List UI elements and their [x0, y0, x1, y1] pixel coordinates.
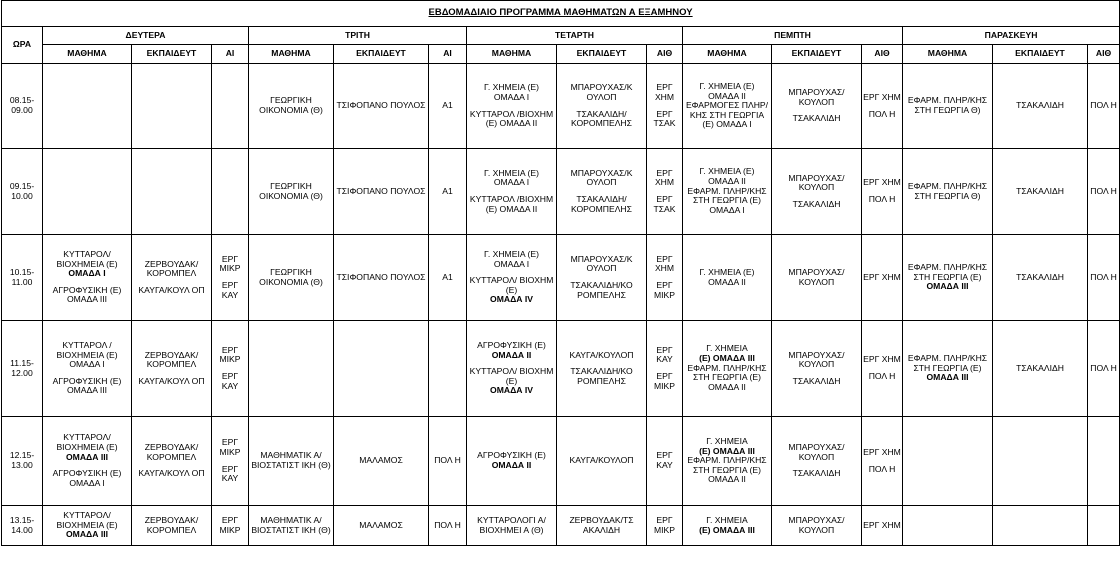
instructor-cell: ΜΑΛΑΜΟΣ [334, 506, 429, 546]
timetable [1, 0, 1120, 546]
instructor-cell: ΜΠΑΡΟΥΧΑΣ/ ΚΟΥΛΟΠ [772, 506, 862, 546]
group-label: ΟΜΑΔΑ ΙΙ [491, 460, 532, 470]
room-cell [212, 235, 249, 321]
course-cell [43, 506, 132, 546]
course-line: ΑΓΡΟΦΥΣΙΚΗ (Ε) ΟΜΑΔΑ Ι [52, 468, 122, 488]
course-line: ΚΥΤΤΑΡΟΛ/ ΒΙΟΧΗΜΕΙΑ (Ε) [56, 432, 118, 453]
empty-cell [993, 417, 1088, 506]
empty-cell [334, 321, 429, 417]
group-label: ΟΜΑΔΑ ΙΙΙ [926, 372, 969, 383]
course-cell [467, 235, 557, 321]
day-header-monday: ΔΕΥΤΕΡΑ [43, 27, 249, 45]
instructor-line: ΤΣΑΚΑΛΙΔΗ/ΚΟ ΡΟΜΠΕΛΗΣ [570, 366, 633, 386]
course-cell [683, 64, 772, 149]
empty-cell [212, 64, 249, 149]
room-cell [647, 149, 683, 235]
course-line: ΚΥΤΤΑΡΟΛ/ ΒΙΟΧΗΜ (Ε) [469, 366, 554, 386]
room-line: ΕΡΓ ΜΙΚΡ [219, 344, 241, 365]
room-line: ΠΟΛ Η [868, 194, 896, 204]
instructor-line: ΤΣΑΚΑΛΙΔΗ [792, 198, 841, 209]
instructor-line: ΤΣΑΚΑΛΙΔΗ/ΚΟ ΡΟΜΠΕΛΗΣ [570, 280, 633, 300]
table-row [2, 64, 1120, 149]
day-header-wednesday: ΤΕΤΑΡΤΗ [467, 27, 683, 45]
room-line: ΠΟΛ Η [868, 371, 896, 381]
course-cell [467, 64, 557, 149]
instructor-cell: ΖΕΡΒΟΥΔΑΚ/ ΚΟΡΟΜΠΕΛ [132, 506, 212, 546]
course-line: Γ. ΧΗΜΕΙΑ [706, 343, 748, 354]
room-line: ΕΡΓ ΜΙΚΡ [219, 437, 241, 457]
course-cell [683, 321, 772, 417]
room-cell [862, 64, 903, 149]
instructor-line: ΜΠΑΡΟΥΧΑΣ/ ΚΟΥΛΟΠ [788, 349, 845, 370]
hour-header: ΩΡΑ [2, 27, 43, 64]
room-cell: ΕΡΓ ΧΗΜ [862, 235, 903, 321]
course-line: Γ. ΧΗΜΕΙΑ (Ε) ΟΜΑΔΑ ΙΙ [699, 80, 755, 101]
course-line: ΕΦΑΡΜ. ΠΛΗΡ/ΚΗΣ ΣΤΗ ΓΕΩΡΓΙΑ (Ε) [907, 353, 988, 373]
group-label: (Ε) ΟΜΑΔΑ ΙΙΙ [699, 353, 755, 364]
room-cell [647, 235, 683, 321]
course-line: ΑΓΡΟΦΥΣΙΚΗ (Ε) [477, 339, 546, 350]
course-cell: ΓΕΩΡΓΙΚΗ ΟΙΚΟΝΟΜΙΑ (Θ) [249, 235, 334, 321]
course-line: Γ. ΧΗΜΕΙΑ [706, 514, 748, 525]
instructor-line: ΖΕΡΒΟΥΔΑΚ/ ΚΟΡΟΜΠΕΛ [144, 442, 199, 462]
instructor-cell [772, 321, 862, 417]
instructor-cell: ΤΣΑΚΑΛΙΔΗ [993, 149, 1088, 235]
hour-cell: 13.15-14.00 [2, 506, 43, 546]
empty-cell [43, 149, 132, 235]
course-cell: ΜΑΘΗΜΑΤΙΚ Α/ΒΙΟΣΤΑΤΙΣΤ ΙΚΗ (Θ) [249, 506, 334, 546]
course-line: Γ. ΧΗΜΕΙΑ (Ε) ΟΜΑΔΑ Ι [484, 167, 539, 188]
subheader-instructor: ΕΚΠΑΙΔΕΥΤ [334, 45, 429, 64]
course-line: Γ. ΧΗΜΕΙΑ (Ε) ΟΜΑΔΑ Ι [484, 248, 539, 269]
room-cell [647, 64, 683, 149]
course-cell [683, 417, 772, 506]
table-row [2, 417, 1120, 506]
course-cell: ΚΥΤΤΑΡΟΛΟΓΙ Α/ΒΙΟΧΗΜΕΙ Α (Θ) [467, 506, 557, 546]
course-line: ΕΦΑΡΜ. ΠΛΗΡ/ΚΗΣ ΣΤΗ ΓΕΩΡΓΙΑ (Ε) ΟΜΑΔΑ ΙΙ [687, 362, 767, 392]
subheader-row [2, 45, 1120, 64]
instructor-cell [557, 321, 647, 417]
instructor-cell: ΤΣΑΚΑΛΙΔΗ [993, 64, 1088, 149]
instructor-cell [132, 321, 212, 417]
room-line: ΕΡΓ ΤΣΑΚ [653, 108, 676, 129]
subheader-course: ΜΑΘΗΜΑ [903, 45, 993, 64]
course-line: ΕΦΑΡΜΟΓΕΣ ΠΛΗΡ/ΚΗΣ ΣΤΗ ΓΕΩΡΓΙΑ (Ε) ΟΜΑΔΑ Ι [685, 100, 769, 130]
course-line: Γ. ΧΗΜΕΙΑ (Ε) ΟΜΑΔΑ ΙΙ [699, 166, 755, 187]
room-cell: Α1 [429, 149, 467, 235]
empty-cell [993, 506, 1088, 546]
empty-cell [212, 149, 249, 235]
subheader-room: ΑΙ [429, 45, 467, 64]
group-label: ΟΜΑΔΑ ΙΙΙ [926, 281, 969, 292]
course-cell [903, 235, 993, 321]
subheader-instructor: ΕΚΠΑΙΔΕΥΤ [557, 45, 647, 64]
instructor-cell: ΤΣΙΦΟΠΑΝΟ ΠΟΥΛΟΣ [334, 64, 429, 149]
room-cell [862, 321, 903, 417]
subheader-instructor: ΕΚΠΑΙΔΕΥΤ [772, 45, 862, 64]
subheader-course: ΜΑΘΗΜΑ [467, 45, 557, 64]
instructor-line: ΤΣΑΚΑΛΙΔΗ [792, 375, 841, 386]
course-line: ΚΥΤΤΑΡΟΛ/ ΒΙΟΧΗΜ (Ε) [469, 275, 554, 295]
room-line: ΕΡΓ ΜΙΚΡ [653, 371, 675, 391]
subheader-room: ΑΙΘ [1088, 45, 1120, 64]
instructor-cell [132, 235, 212, 321]
instructor-cell [132, 417, 212, 506]
course-cell [467, 149, 557, 235]
group-label: ΟΜΑΔΑ ΙΙ [491, 349, 532, 360]
instructor-cell [557, 235, 647, 321]
course-cell: Γ. ΧΗΜΕΙΑ (Ε) ΟΜΑΔΑ ΙΙ [683, 235, 772, 321]
course-line: ΕΦΑΡΜ. ΠΛΗΡ/ΚΗΣ ΣΤΗ ΓΕΩΡΓΙΑ (Ε) ΟΜΑΔΑ Ι [687, 185, 767, 215]
course-line: ΑΓΡΟΦΥΣΙΚΗ (Ε) ΟΜΑΔΑ ΙΙΙ [52, 284, 122, 305]
group-label: (Ε) ΟΜΑΔΑ ΙΙΙ [699, 445, 755, 456]
room-line: ΕΡΓ ΧΗΜ [863, 177, 901, 188]
table-row [2, 149, 1120, 235]
room-line: ΕΡΓ ΚΑΥ [656, 344, 673, 365]
instructor-cell [772, 417, 862, 506]
instructor-line: ΚΑΥΓΑ/ΚΟΥΛ ΟΠ [138, 468, 205, 479]
instructor-cell [557, 64, 647, 149]
instructor-line: ΤΣΑΚΑΛΙΔΗ/ ΚΟΡΟΜΠΕΛΗΣ [571, 108, 632, 129]
hour-cell: 09.15-10.00 [2, 149, 43, 235]
room-cell [647, 321, 683, 417]
course-cell [683, 506, 772, 546]
title-row [2, 1, 1120, 27]
empty-cell [1088, 506, 1120, 546]
course-cell: ΜΑΘΗΜΑΤΙΚ Α/ΒΙΟΣΤΑΤΙΣΤ ΙΚΗ (Θ) [249, 417, 334, 506]
subheader-course: ΜΑΘΗΜΑ [249, 45, 334, 64]
room-line: ΠΟΛ Η [868, 108, 896, 119]
room-cell: ΠΟΛ Η [1088, 235, 1120, 321]
group-label: ΟΜΑΔΑ ΙΙΙ [66, 451, 108, 462]
course-cell: ΕΦΑΡΜ. ΠΛΗΡ/ΚΗΣ ΣΤΗ ΓΕΩΡΓΙΑ Θ) [903, 149, 993, 235]
empty-cell [132, 64, 212, 149]
room-line: ΕΡΓ ΧΗΜ [654, 253, 675, 274]
course-line: ΑΓΡΟΦΥΣΙΚΗ (Ε) [477, 450, 546, 461]
empty-cell [43, 64, 132, 149]
room-line: ΕΡΓ ΚΑΥ [221, 371, 239, 391]
subheader-instructor: ΕΚΠΑΙΔΕΥΤ [132, 45, 212, 64]
empty-cell [132, 149, 212, 235]
empty-cell [249, 321, 334, 417]
instructor-line: ΜΠΑΡΟΥΧΑΣ/ ΚΟΥΛΟΠ [788, 442, 845, 462]
room-line: ΕΡΓ ΜΙΚΡ [653, 280, 675, 300]
instructor-cell [772, 64, 862, 149]
room-cell [212, 417, 249, 506]
room-cell: ΠΟΛ Η [1088, 149, 1120, 235]
instructor-cell: ΤΣΑΚΑΛΙΔΗ [993, 235, 1088, 321]
course-line: Γ. ΧΗΜΕΙΑ (Ε) ΟΜΑΔΑ Ι [484, 82, 539, 102]
instructor-line: ΖΕΡΒΟΥΔΑΚ/ ΚΟΡΟΜΠΕΛ [144, 258, 199, 279]
table-row [2, 321, 1120, 417]
instructor-line: ΤΣΑΚΑΛΙΔΗ [792, 468, 841, 479]
instructor-cell [772, 149, 862, 235]
course-line: ΚΥΤΤΑΡΟΛ/ ΒΙΟΧΗΜΕΙΑ (Ε) [56, 510, 118, 530]
day-header-thursday: ΠΕΜΠΤΗ [683, 27, 903, 45]
table-row [2, 235, 1120, 321]
room-line: ΕΡΓ ΚΑΥ [221, 463, 239, 484]
subheader-course: ΜΑΘΗΜΑ [43, 45, 132, 64]
room-line: ΕΡΓ ΧΗΜ [654, 82, 675, 102]
room-cell: ΠΟΛ Η [429, 417, 467, 506]
instructor-cell: ΜΑΛΑΜΟΣ [334, 417, 429, 506]
course-cell [43, 417, 132, 506]
room-cell: ΕΡΓ ΜΙΚΡ [212, 506, 249, 546]
room-cell: ΕΡΓ ΚΑΥ [647, 417, 683, 506]
course-cell: ΕΦΑΡΜ. ΠΛΗΡ/ΚΗΣ ΣΤΗ ΓΕΩΡΓΙΑ Θ) [903, 64, 993, 149]
group-label: (Ε) ΟΜΑΔΑ ΙΙΙ [699, 524, 755, 535]
room-cell: ΠΟΛ Η [1088, 64, 1120, 149]
instructor-line: ΤΣΑΚΑΛΙΔΗ/ ΚΟΡΟΜΠΕΛΗΣ [571, 194, 632, 214]
instructor-line: ΖΕΡΒΟΥΔΑΚ/ ΚΟΡΟΜΠΕΛ [144, 349, 199, 370]
room-cell: ΕΡΓ ΜΙΚΡ [647, 506, 683, 546]
room-cell [862, 417, 903, 506]
group-label: ΟΜΑΔΑ ΙV [490, 385, 533, 396]
instructor-line: ΜΠΑΡΟΥΧΑΣ/Κ ΟΥΛΟΠ [570, 253, 633, 274]
room-cell: ΕΡΓ ΧΗΜ [862, 506, 903, 546]
empty-cell [903, 506, 993, 546]
empty-cell [903, 417, 993, 506]
course-line: ΕΦΑΡΜ. ΠΛΗΡ/ΚΗΣ ΣΤΗ ΓΕΩΡΓΙΑ (Ε) ΟΜΑΔΑ ΙΙ [687, 455, 767, 485]
hour-cell: 08.15-09.00 [2, 64, 43, 149]
days-row [2, 27, 1120, 45]
instructor-cell: ΤΣΑΚΑΛΙΔΗ [993, 321, 1088, 417]
course-cell: ΓΕΩΡΓΙΚΗ ΟΙΚΟΝΟΜΙΑ (Θ) [249, 64, 334, 149]
group-label: ΟΜΑΔΑ Ι [68, 268, 106, 279]
instructor-line: ΚΑΥΓΑ/ΚΟΥΛΟΠ [569, 349, 634, 360]
group-label: ΟΜΑΔΑ ΙV [490, 294, 533, 305]
hour-cell: 12.15-13.00 [2, 417, 43, 506]
room-line: ΕΡΓ ΧΗΜ [654, 167, 675, 188]
page-title: ΕΒΔΟΜΑΔΙΑΙΟ ΠΡΟΓΡΑΜΜΑ ΜΑΘΗΜΑΤΩΝ Α ΕΞΑΜΗΝΟΥ [2, 1, 1120, 27]
course-line: ΑΓΡΟΦΥΣΙΚΗ (Ε) ΟΜΑΔΑ ΙΙΙ [52, 375, 122, 396]
hour-cell: 11.15-12.00 [2, 321, 43, 417]
subheader-room: ΑΙΘ [862, 45, 903, 64]
course-cell [683, 149, 772, 235]
instructor-line: ΚΑΥΓΑ/ΚΟΥΛ ΟΠ [138, 375, 205, 386]
instructor-cell: ΤΣΙΦΟΠΑΝΟ ΠΟΥΛΟΣ [334, 149, 429, 235]
room-line: ΕΡΓ ΚΑΥ [221, 280, 239, 300]
subheader-course: ΜΑΘΗΜΑ [683, 45, 772, 64]
empty-cell [1088, 417, 1120, 506]
room-line: ΕΡΓ ΧΗΜ [863, 91, 901, 102]
instructor-line: ΚΑΥΓΑ/ΚΟΥΛ ΟΠ [138, 284, 205, 295]
course-line: ΚΥΤΤΑΡΟΛ /ΒΙΟΧΗΜ (Ε) ΟΜΑΔΑ ΙΙ [469, 194, 554, 214]
day-header-tuesday: ΤΡΙΤΗ [249, 27, 467, 45]
course-cell: ΓΕΩΡΓΙΚΗ ΟΙΚΟΝΟΜΙΑ (Θ) [249, 149, 334, 235]
instructor-line: ΜΠΑΡΟΥΧΑΣ/ ΚΟΥΛΟΠ [788, 87, 845, 107]
course-line: Γ. ΧΗΜΕΙΑ [706, 435, 748, 446]
instructor-cell [557, 149, 647, 235]
room-line: ΠΟΛ Η [868, 463, 896, 474]
group-label: ΟΜΑΔΑ ΙΙΙ [66, 529, 108, 540]
instructor-cell: ΚΑΥΓΑ/ΚΟΥΛΟΠ [557, 417, 647, 506]
course-cell [43, 321, 132, 417]
instructor-cell: ΖΕΡΒΟΥΔΑΚ/ΤΣ ΑΚΑΛΙΔΗ [557, 506, 647, 546]
instructor-line: ΜΠΑΡΟΥΧΑΣ/Κ ΟΥΛΟΠ [570, 82, 633, 102]
empty-cell [429, 321, 467, 417]
course-line: ΚΥΤΤΑΡΟΛ/ ΒΙΟΧΗΜΕΙΑ (Ε) [56, 248, 118, 269]
course-line: ΚΥΤΤΑΡΟΛ /ΒΙΟΧΗΜΕΙΑ (Ε) ΟΜΑΔΑ Ι [56, 339, 118, 370]
room-line: ΕΡΓ ΧΗΜ [863, 446, 901, 457]
course-line: ΚΥΤΤΑΡΟΛ /ΒΙΟΧΗΜ (Ε) ΟΜΑΔΑ ΙΙ [469, 108, 554, 129]
room-line: ΕΡΓ ΜΙΚΡ [219, 253, 241, 274]
room-cell: Α1 [429, 64, 467, 149]
room-line: ΕΡΓ ΤΣΑΚ [653, 194, 676, 214]
instructor-line: ΜΠΑΡΟΥΧΑΣ/ ΚΟΥΛΟΠ [788, 172, 845, 193]
course-line: ΕΦΑΡΜ. ΠΛΗΡ/ΚΗΣ ΣΤΗ ΓΕΩΡΓΙΑ (Ε) [907, 262, 988, 282]
room-cell: Α1 [429, 235, 467, 321]
course-cell [467, 321, 557, 417]
room-line: ΕΡΓ ΧΗΜ [863, 354, 901, 365]
room-cell: ΠΟΛ Η [429, 506, 467, 546]
instructor-cell: ΤΣΙΦΟΠΑΝΟ ΠΟΥΛΟΣ [334, 235, 429, 321]
subheader-instructor: ΕΚΠΑΙΔΕΥΤ [993, 45, 1088, 64]
instructor-line: ΜΠΑΡΟΥΧΑΣ/Κ ΟΥΛΟΠ [570, 167, 633, 188]
instructor-cell: ΜΠΑΡΟΥΧΑΣ/ ΚΟΥΛΟΠ [772, 235, 862, 321]
day-header-friday: ΠΑΡΑΣΚΕΥΗ [903, 27, 1120, 45]
instructor-line: ΤΣΑΚΑΛΙΔΗ [792, 113, 841, 124]
subheader-room: ΑΙ [212, 45, 249, 64]
course-cell [43, 235, 132, 321]
room-cell [862, 149, 903, 235]
hour-cell: 10.15-11.00 [2, 235, 43, 321]
subheader-room: ΑΙΘ [647, 45, 683, 64]
table-row [2, 506, 1120, 546]
course-cell [467, 417, 557, 506]
course-cell [903, 321, 993, 417]
room-cell: ΠΟΛ Η [1088, 321, 1120, 417]
room-cell [212, 321, 249, 417]
